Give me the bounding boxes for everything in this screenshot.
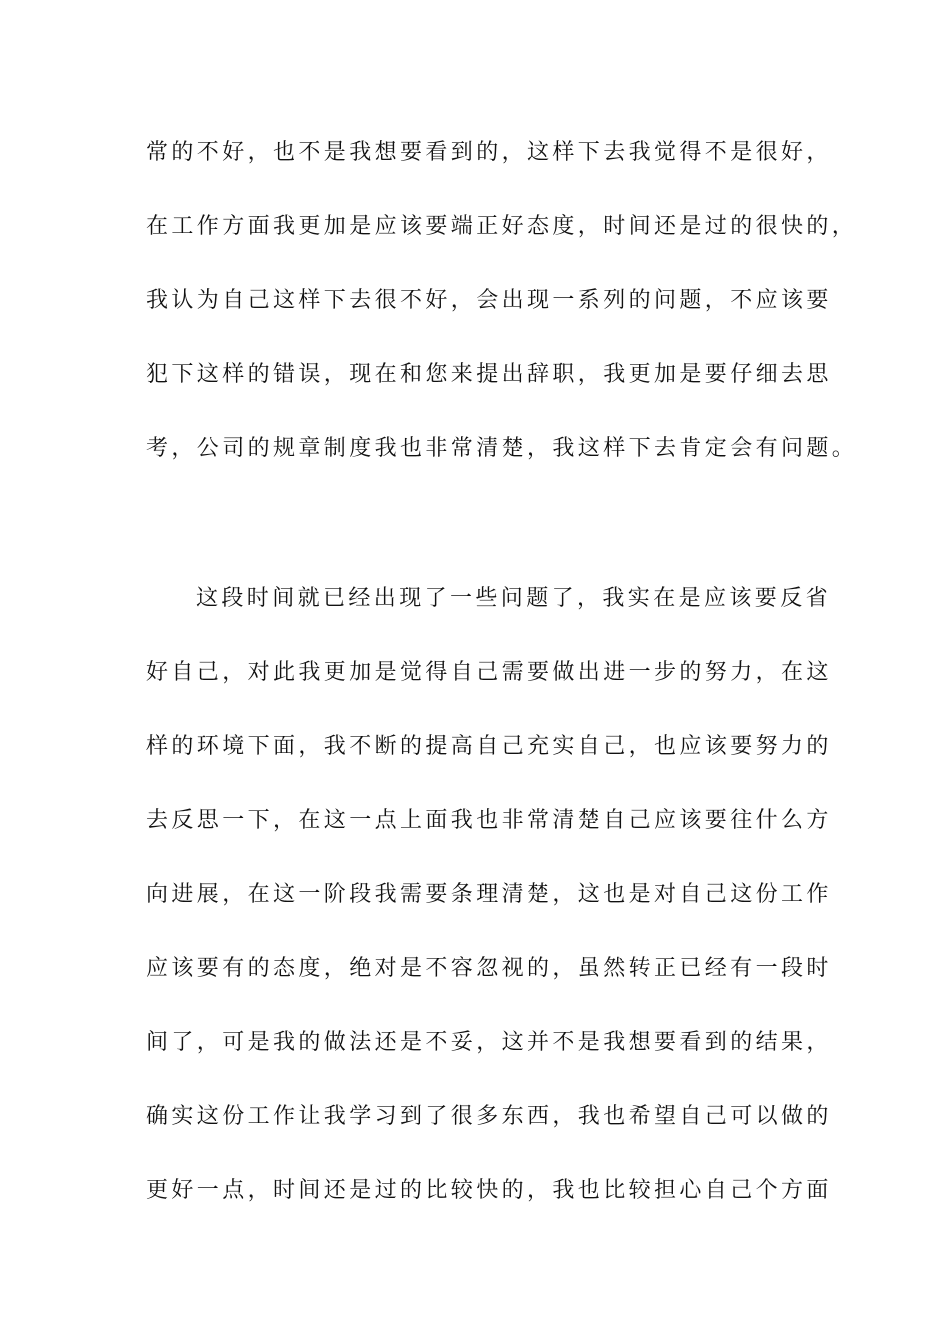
text-line: 向进展，在这一阶段我需要条理清楚，这也是对自己这份工作	[146, 882, 832, 907]
text-line: 确实这份工作让我学习到了很多东西，我也希望自己可以做的	[146, 1104, 832, 1129]
text-line: 在工作方面我更加是应该要端正好态度，时间还是过的很快的，	[146, 214, 858, 239]
text-line: 常的不好，也不是我想要看到的，这样下去我觉得不是很好，	[146, 140, 832, 165]
text-line: 间了，可是我的做法还是不妥，这并不是我想要看到的结果，	[146, 1030, 832, 1055]
text-line: 犯下这样的错误，现在和您来提出辞职，我更加是要仔细去思	[146, 362, 832, 387]
text-line: 这段时间就已经出现了一些问题了，我实在是应该要反省	[196, 586, 832, 611]
text-line: 我认为自己这样下去很不好，会出现一系列的问题，不应该要	[146, 288, 832, 313]
text-line: 样的环境下面，我不断的提高自己充实自己，也应该要努力的	[146, 734, 832, 759]
text-line: 好自己，对此我更加是觉得自己需要做出进一步的努力，在这	[146, 660, 832, 685]
text-line: 去反思一下，在这一点上面我也非常清楚自己应该要往什么方	[146, 808, 832, 833]
text-line: 应该要有的态度，绝对是不容忽视的，虽然转正已经有一段时	[146, 956, 832, 981]
text-line: 考，公司的规章制度我也非常清楚，我这样下去肯定会有问题。	[146, 436, 858, 461]
text-line: 更好一点，时间还是过的比较快的，我也比较担心自己个方面	[146, 1178, 832, 1203]
